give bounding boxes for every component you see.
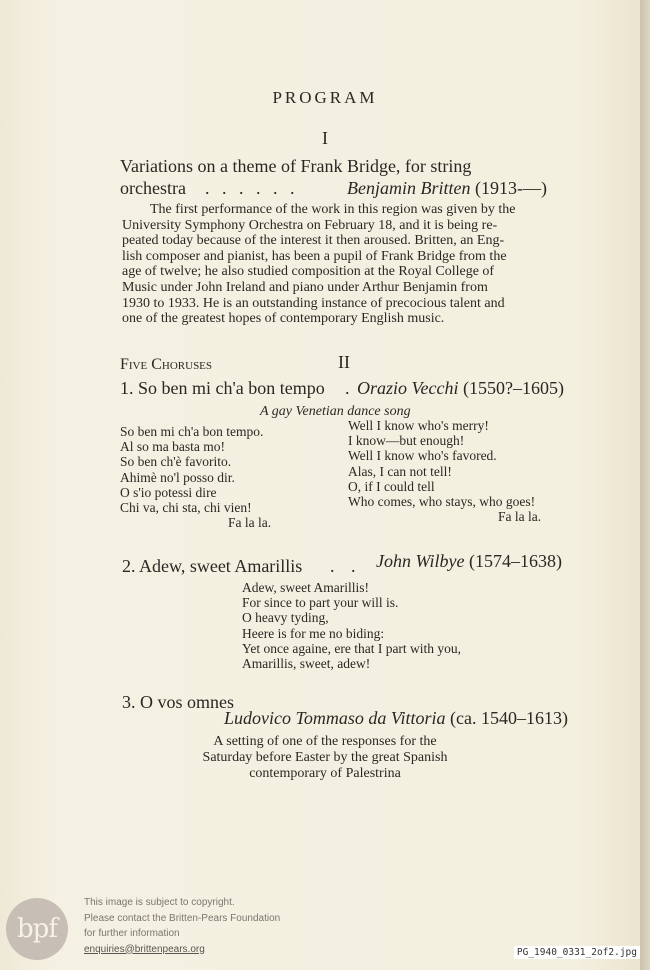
chorus3-note [0, 734, 650, 782]
note-line: A setting of one of the responses for the [213, 734, 437, 749]
note-line: Saturday before Easter by the great Spanish [202, 750, 448, 765]
lyric-line: Well I know who's favored. [348, 448, 497, 464]
section-numeral-ii: II [338, 352, 350, 372]
chorus3-dates: (ca. 1540–1613) [450, 708, 568, 728]
lyric-line: O, if I could tell [348, 478, 435, 494]
lyric-line: Al so ma basta mo! [120, 439, 225, 455]
note-line: peated today because of the interest it then aroused. Britten, an Eng- [122, 233, 505, 249]
chorus1-title: 1. So ben mi ch'a bon tempo [120, 378, 325, 398]
copyright-line: for further information [84, 928, 180, 939]
leader-dots: . . [330, 556, 362, 576]
lyric-line: Yet once againe, ere that I part with you, [242, 640, 462, 656]
lyric-line: O s'io potessi dire [120, 484, 217, 500]
copyright-notice [84, 895, 280, 957]
section1-composer: Benjamin Britten [347, 178, 471, 198]
file-name-label: PG_1940_0331_2of2.jpg [514, 946, 640, 959]
chorus2-title: 2. Adew, sweet Amarillis [122, 556, 303, 576]
section1-title-line1: Variations on a theme of Frank Bridge, for string [120, 156, 472, 176]
chorus1-composer: Orazio Vecchi [357, 378, 459, 398]
lyric-line: So ben mi ch'a bon tempo. [120, 424, 264, 439]
program-heading: PROGRAM [272, 88, 378, 107]
note-line: age of twelve; he also studied composition at the Royal College of [122, 264, 495, 280]
note-line: lish composer and pianist, has been a pupil of Frank Bridge from the [122, 248, 507, 264]
lyric-line: O heavy tyding, [242, 610, 329, 626]
lyric-line: For since to part your will is. [242, 595, 399, 611]
note-line: one of the greatest hopes of contemporary English music. [122, 311, 445, 327]
section1-work-word: orchestra [120, 178, 186, 198]
lyric-refrain: Fa la la. [228, 515, 272, 531]
chorus1-italian-text [120, 424, 271, 530]
chorus2-text [242, 580, 461, 671]
bpf-logo-text: bpf [17, 914, 57, 944]
chorus2-composer: John Wilbye [376, 551, 465, 571]
chorus3-composer: Ludovico Tommaso da Vittoria [224, 708, 446, 728]
section1-note [122, 202, 574, 327]
lyric-line: So ben ch'è favorito. [120, 454, 232, 470]
note-line: The first performance of the work in this region was given by the [150, 202, 516, 217]
leader-dots: . . . . . . [205, 178, 299, 198]
lyric-line: Ahimè no'l posso dir. [120, 469, 235, 485]
lyric-line: Heere is for me no biding: [242, 625, 385, 641]
note-line: Music under John Ireland and piano under Arthur Benjamin from [122, 279, 488, 295]
section1-title-line2 [120, 178, 575, 199]
copyright-line: Please contact the Britten-Pears Foundation [84, 912, 281, 924]
five-choruses-label: Five Choruses [120, 356, 213, 373]
section-numeral-i: I [322, 128, 328, 148]
chorus3-title: 3. O vos omnes [122, 692, 234, 712]
note-line: contemporary of Palestrina [249, 766, 401, 781]
lyric-line: I know—but enough! [348, 433, 465, 449]
lyric-line: Amarillis, sweet, adew! [242, 656, 371, 672]
chorus1-english-text [348, 418, 541, 524]
lyric-line: Who comes, who stays, who goes! [348, 494, 536, 510]
lyric-refrain: Fa la la. [498, 509, 542, 525]
note-line: 1930 to 1933. He is an outstanding instance of precocious talent and [122, 295, 505, 311]
lyric-line: Well I know who's merry! [348, 418, 489, 433]
chorus3-composer-line [224, 708, 568, 729]
contact-email-link[interactable]: enquiries@brittenpears.org [84, 943, 205, 955]
lyric-line: Adew, sweet Amarillis! [242, 580, 369, 595]
lyric-line: Alas, I can not tell! [348, 463, 452, 479]
leader-dot: . [345, 378, 350, 398]
bpf-logo [6, 898, 68, 960]
lyric-line: Chi va, chi sta, chi vien! [120, 500, 252, 516]
section1-dates: (1913-—) [474, 178, 547, 198]
note-line: University Symphony Orchestra on February 18, and it is being re- [122, 217, 498, 233]
chorus1-subtitle: A gay Venetian dance song [260, 404, 411, 419]
chorus2-dates: (1574–1638) [468, 551, 562, 571]
copyright-line: This image is subject to copyright. [84, 897, 235, 908]
chorus1-composer-line [357, 378, 564, 399]
chorus2-composer-line [376, 551, 562, 572]
chorus1-dates: (1550?–1605) [462, 378, 564, 398]
